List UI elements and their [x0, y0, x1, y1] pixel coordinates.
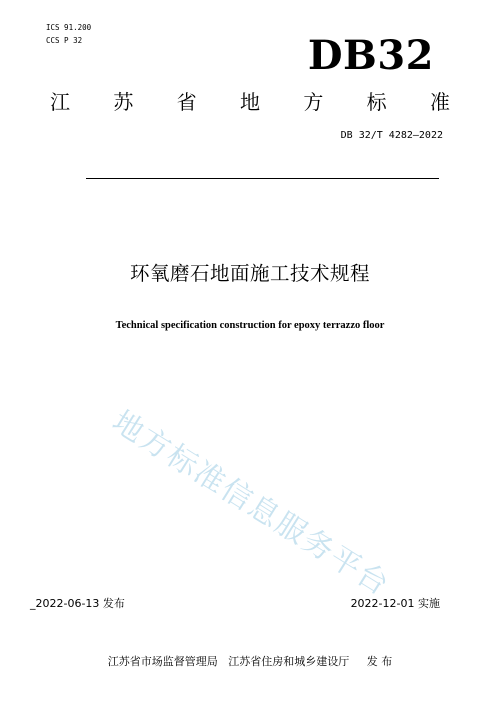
authority-char: 江 — [50, 90, 70, 114]
authority-char: 苏 — [113, 90, 134, 114]
authority-char: 地 — [239, 90, 260, 114]
authority-title — [50, 88, 450, 116]
implementation-date: 2022-12-01 实施 — [350, 597, 440, 610]
header-divider — [86, 178, 439, 179]
english-title: Technical specification construction for epoxy terrazzo floor — [115, 320, 385, 331]
authority-char: 方 — [303, 90, 324, 114]
standard-logo: DB32 — [307, 32, 434, 79]
authority-char: 标 — [366, 90, 387, 114]
watermark: 地方标准信息服务平台 — [105, 404, 396, 604]
publisher-line: 江苏省市场监督管理局 江苏省住房和城乡建设厅 发 布 — [107, 655, 393, 668]
standard-number: DB 32/T 4282—2022 — [340, 130, 443, 141]
ccs-code: CCS P 32 — [46, 36, 83, 45]
authority-char: 省 — [176, 90, 197, 114]
ics-code: ICS 91.200 — [46, 23, 92, 32]
chinese-title: 环氧磨石地面施工技术规程 — [129, 262, 370, 285]
authority-char: 准 — [429, 90, 450, 114]
issue-date: _2022-06-13 发布 — [30, 597, 125, 610]
